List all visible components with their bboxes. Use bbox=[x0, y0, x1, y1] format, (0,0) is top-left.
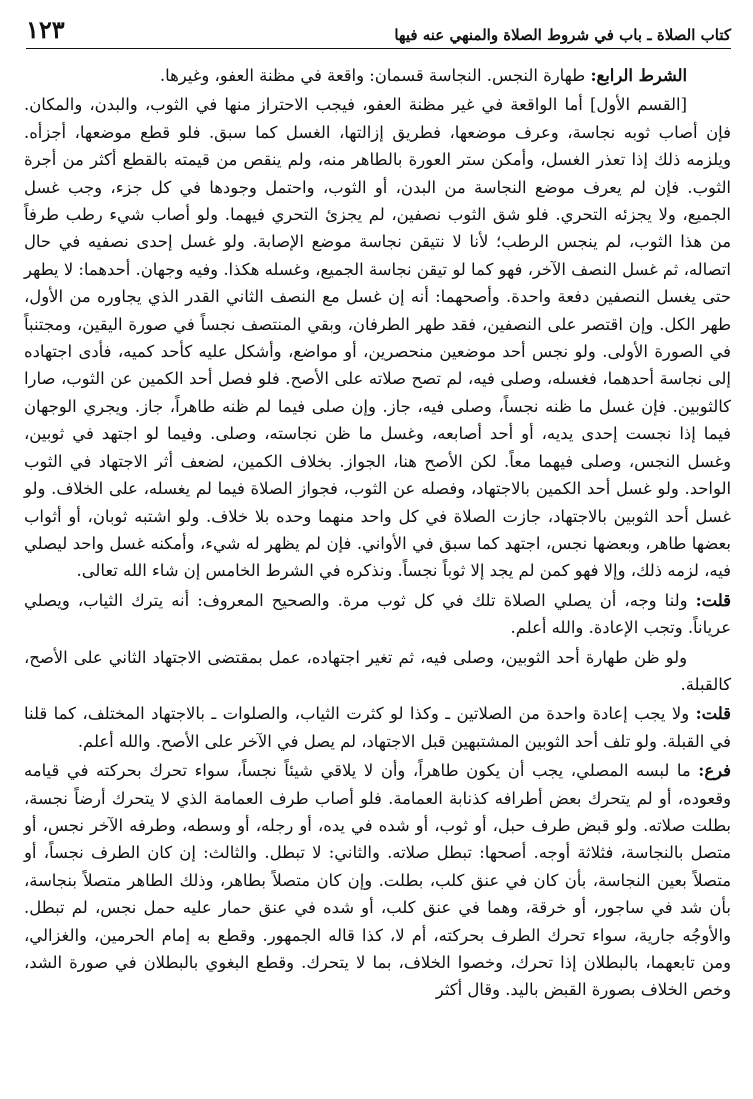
paragraph-changed-ijtihad bbox=[24, 644, 731, 699]
paragraph-text: طهارة النجس. النجاسة قسمان: واقعة في مظنة العفو، وغيرها. bbox=[159, 66, 591, 85]
note-label: قلت: bbox=[695, 590, 731, 610]
paragraph-text: ولنا وجه، أن يصلي الصلاة تلك في كل ثوب مرة. والصحيح المعروف: أنه يترك الثياب، ويصلي عرياناً. وتجب الإعادة. والله أعلم. bbox=[24, 590, 731, 638]
paragraph-note-2 bbox=[24, 700, 731, 755]
note-label: قلت: bbox=[695, 704, 731, 724]
main-text bbox=[24, 62, 731, 1006]
paragraph-note-1 bbox=[24, 587, 731, 642]
branch-label: فرع: bbox=[698, 761, 731, 781]
section-heading: الشرط الرابع: bbox=[590, 66, 687, 85]
paragraph-text: ولو ظن طهارة أحد الثوبين، وصلى فيه، ثم تغير اجتهاده، عمل بمقتضى الاجتهاد الثاني على الأصح، كالقبلة. bbox=[24, 647, 731, 694]
paragraph-branch bbox=[24, 757, 731, 1004]
paragraph-text: ما لبسه المصلي، يجب أن يكون طاهراً، وأن لا يلاقي شيئاً نجساً، سواء تحرك بحركته في قيامه وقعوده، أو لم يتحرك بعض أطرافه كذنابة العمامة. فلو أصاب طرف العمامة الذي لا يتحرك أرضاً نجسة، بطلت صلاته. ولو قبض طرف حبل، أو ثوب، أو شده في يده، أو رجله، أو وسطه، وطرفه الآخر نجس، أو متصل بالنجاسة، فثلاثة أوجه. أصحها: تبطل صلاته. والثاني: لا تبطل. والثالث: إن كان الطرف نجساً، أو متصلاً بعين النجاسة، بأن كان في عنق كلب، بطلت. وإن كان متصلاً بطاهر، وذلك الطاهر متصلاً بنجاسة، بأن شد في ساجور، أو خرقة، وهما في عنق كلب، أو شده في عنق حمار عليه حمل نجس، لم تبطل. والأوجُه جارية، سواء تحرك الطرف بحركته، أم لا، كذا قاله الجمهور. وقطع به إمام الحرمين، والغزالي، ومن تابعهما، بالبطلان إذا تحرك، وخصوا الخلاف، بما لا يتحرك. وقطع البغوي بالبطلان في صورة الشد، وخص الخلاف بصورة القبض باليد. وقال أكثر bbox=[24, 761, 731, 1000]
page-number: ١٢٣ bbox=[26, 15, 65, 44]
paragraph-first-section bbox=[24, 91, 731, 584]
paragraph-fourth-condition bbox=[24, 62, 731, 89]
header-title: كتاب الصلاة ـ باب في شروط الصلاة والمنهي عنه فيها bbox=[394, 26, 731, 44]
paragraph-text: [القسم الأول] أما الواقعة في غير مظنة العفو، فيجب الاحتراز منها في الثوب، والبدن، والمكان. فإن أصاب ثوبه نجاسة، وعرف موضعها، فطريق إزالتها، الغسل كما سبق. فلو قطع موضعها، أجزأه. ويلزمه ذلك إذا تعذر الغسل، وأمكن ستر العورة بالطاهر منه، ولم ينقص من قيمته بالقطع أكثر من أجرة الثوب. فإن لم يعرف موضع النجاسة من البدن، أو الثوب، واحتمل وجودها في كل جزء، وجب غسل الجميع، ولا يجزئه التحري. فلو شق الثوب نصفين، لم يجزئ التحري فيهما. ولو أصاب شيء رطب طرفاً من هذا الثوب، لم ينجس الرطب؛ لأنا لا نتيقن نجاسة موضع الإصابة. ولو غسل إحدى نصفيه في حال اتصاله، ثم غسل النصف الآخر، فهو كما لو تيقن نجاسة الجميع، وغسله هكذا. وفيه وجهان. أحدهما: لا يطهر حتى يغسل النصفين دفعة واحدة. وأصحهما: أنه إن غسل مع النصف الثاني القدر الذي يجاوره من الأول، طهر الكل. وإن اقتصر على النصفين، فقد طهر الطرفان، وبقي المنتصف نجساً في صورة اليقين، ومجتنباً في الصورة الأولى. ولو نجس أحد موضعين منحصرين، أو مواضع، وأشكل عليه كأحد كميه، فأدى اجتهاده إلى نجاسة أحدهما، فغسله، وصلى فيه، لم تصح صلاته على الأصح. فلو فصل أحد الكمين عن الثوب، صارا كالثوبين. فإن غسل ما ظنه نجساً، وصلى فيه، جاز. وإن صلى فيما لم ظنه طاهراً، جاز. ويجري الوجهان فيما إذا نجست إحدى يديه، أو أحد أصابعه، وغسل ما ظن نجاسته، وصلى. وفيما لو اجتهد في ثوبين، وغسل النجس، وصلى فيهما معاً. لكن الأصح هنا، الجواز. بخلاف الكمين، لضعف أثر الاجتهاد في الثوب الواحد. ولو غسل أحد الكمين بالاجتهاد، وفصله عن الثوب، فجواز الصلاة فيما لم يغسله، على الخلاف. ولو غسل أحد الثوبين بالاجتهاد، جازت الصلاة في كل واحد منهما وحده بلا خلاف. ولو اشتبه ثوبان، أو أثواب بعضها طاهر، وبعضها نجس، اجتهد كما سبق في الأواني. فإن لم يظهر له شيء، وأمكنه غسل واحد ليصلي فيه، لزمه ذلك، وإلا فهو كمن لم يجد إلا ثوباً نجساً. ونذكره في الشرط الخامس إن شاء الله تعالى. bbox=[24, 95, 731, 581]
running-header bbox=[26, 8, 731, 49]
paragraph-text: ولا يجب إعادة واحدة من الصلاتين ـ وكذا لو كثرت الثياب، والصلوات ـ بالاجتهاد المختلف، كما قلنا في القبلة. ولو تلف أحد الثوبين المشتبهين قبل الاجتهاد، لم يصل في الآخر على الأصح. والله أعلم. bbox=[24, 704, 731, 751]
